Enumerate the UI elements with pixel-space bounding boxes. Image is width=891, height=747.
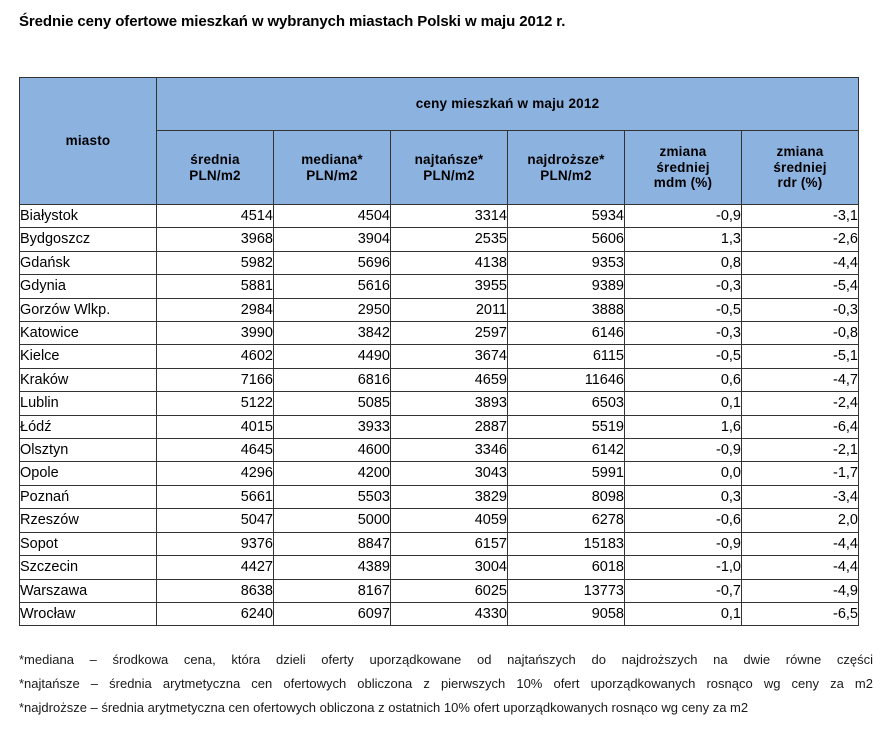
column-header-average-line2: PLN/m2 (189, 167, 241, 183)
column-header-average (157, 131, 274, 205)
column-header-cheapest-line2: PLN/m2 (423, 167, 475, 183)
cell-change-rdr: -3,1 (742, 205, 859, 228)
cell-city: Sopot (20, 532, 157, 555)
cell-cheapest: 2535 (391, 228, 508, 251)
column-header-change-rdr-line2: średniej (773, 159, 827, 175)
column-header-median (274, 131, 391, 205)
cell-cheapest: 3314 (391, 205, 508, 228)
cell-change-mdm: 0,1 (625, 602, 742, 625)
cell-average: 3990 (157, 322, 274, 345)
cell-average: 4645 (157, 439, 274, 462)
cell-median: 8167 (274, 579, 391, 602)
column-header-most-expensive (508, 131, 625, 205)
cell-change-mdm: -0,5 (625, 298, 742, 321)
cell-most-expensive: 6115 (508, 345, 625, 368)
cell-median: 3842 (274, 322, 391, 345)
cell-median: 3933 (274, 415, 391, 438)
cell-median: 5503 (274, 485, 391, 508)
cell-cheapest: 3893 (391, 392, 508, 415)
cell-average: 6240 (157, 602, 274, 625)
cell-average: 2984 (157, 298, 274, 321)
cell-average: 4296 (157, 462, 274, 485)
column-header-change-mdm-line1: zmiana (659, 143, 707, 159)
cell-change-rdr: -3,4 (742, 485, 859, 508)
cell-change-mdm: 0,1 (625, 392, 742, 415)
cell-cheapest: 3955 (391, 275, 508, 298)
cell-most-expensive: 6146 (508, 322, 625, 345)
cell-change-rdr: -2,1 (742, 439, 859, 462)
cell-change-mdm: -0,9 (625, 532, 742, 555)
column-header-most-expensive-line2: PLN/m2 (540, 167, 592, 183)
cell-median: 4389 (274, 556, 391, 579)
table-header-row-top (20, 78, 859, 131)
cell-change-mdm: -0,7 (625, 579, 742, 602)
cell-most-expensive: 6278 (508, 509, 625, 532)
cell-change-mdm: -0,3 (625, 322, 742, 345)
cell-change-mdm: 0,6 (625, 368, 742, 391)
cell-average: 5122 (157, 392, 274, 415)
cell-most-expensive: 5606 (508, 228, 625, 251)
table-row (20, 228, 859, 251)
cell-city: Warszawa (20, 579, 157, 602)
cell-city: Opole (20, 462, 157, 485)
cell-change-mdm: -1,0 (625, 556, 742, 579)
cell-median: 5616 (274, 275, 391, 298)
table-row (20, 485, 859, 508)
column-header-median-line2: PLN/m2 (306, 167, 358, 183)
cell-average: 7166 (157, 368, 274, 391)
cell-change-mdm: 0,8 (625, 251, 742, 274)
cell-average: 4602 (157, 345, 274, 368)
column-header-change-mdm-line3: mdm (%) (653, 175, 713, 191)
cell-city: Rzeszów (20, 509, 157, 532)
prices-table (19, 77, 859, 626)
cell-change-mdm: 0,0 (625, 462, 742, 485)
footnote-2: *najtańsze – średnia arytmetyczna cen ofertowych obliczona z pierwszych 10% ofert uporządkowanych rosnąco wg ceny za m2 (19, 676, 873, 691)
cell-change-rdr: -5,4 (742, 275, 859, 298)
column-header-city: miasto (20, 78, 157, 205)
cell-change-mdm: 1,6 (625, 415, 742, 438)
cell-cheapest: 3043 (391, 462, 508, 485)
cell-city: Poznań (20, 485, 157, 508)
cell-city: Gdynia (20, 275, 157, 298)
cell-average: 3968 (157, 228, 274, 251)
column-header-change-rdr (742, 131, 859, 205)
table-row (20, 532, 859, 555)
cell-most-expensive: 9353 (508, 251, 625, 274)
cell-change-rdr: -4,4 (742, 251, 859, 274)
cell-average: 5982 (157, 251, 274, 274)
column-header-change-rdr-line3: rdr (%) (777, 175, 823, 191)
cell-median: 4200 (274, 462, 391, 485)
table-row (20, 368, 859, 391)
cell-change-mdm: -0,9 (625, 439, 742, 462)
table-row (20, 392, 859, 415)
cell-change-mdm: 1,3 (625, 228, 742, 251)
cell-change-rdr: 2,0 (742, 509, 859, 532)
cell-city: Kielce (20, 345, 157, 368)
table-body (20, 205, 859, 626)
column-header-average-line1: średnia (190, 151, 240, 167)
table-row (20, 415, 859, 438)
cell-change-rdr: -0,3 (742, 298, 859, 321)
cell-most-expensive: 15183 (508, 532, 625, 555)
footnote-1: *mediana – środkowa cena, która dzieli oferty uporządkowane od najtańszych do najdroższych na dwie równe części (19, 652, 873, 667)
column-header-cheapest (391, 131, 508, 205)
cell-change-rdr: -6,5 (742, 602, 859, 625)
column-header-median-line1: mediana* (301, 151, 363, 167)
cell-average: 5047 (157, 509, 274, 532)
cell-most-expensive: 3888 (508, 298, 625, 321)
table-row (20, 556, 859, 579)
column-header-change-mdm-line2: średniej (656, 159, 710, 175)
cell-city: Kraków (20, 368, 157, 391)
cell-city: Lublin (20, 392, 157, 415)
cell-cheapest: 4138 (391, 251, 508, 274)
table-row (20, 509, 859, 532)
cell-city: Wrocław (20, 602, 157, 625)
cell-most-expensive: 6503 (508, 392, 625, 415)
column-group-header-prices: ceny mieszkań w maju 2012 (157, 78, 859, 131)
cell-median: 5696 (274, 251, 391, 274)
cell-most-expensive: 5991 (508, 462, 625, 485)
cell-cheapest: 2887 (391, 415, 508, 438)
cell-change-rdr: -4,4 (742, 556, 859, 579)
cell-city: Katowice (20, 322, 157, 345)
table-row (20, 275, 859, 298)
cell-most-expensive: 5519 (508, 415, 625, 438)
cell-average: 8638 (157, 579, 274, 602)
cell-change-rdr: -4,9 (742, 579, 859, 602)
table-header (20, 78, 859, 205)
cell-cheapest: 3346 (391, 439, 508, 462)
cell-cheapest: 6025 (391, 579, 508, 602)
cell-median: 4600 (274, 439, 391, 462)
cell-average: 5881 (157, 275, 274, 298)
column-header-cheapest-line1: najtańsze* (414, 151, 484, 167)
cell-most-expensive: 11646 (508, 368, 625, 391)
cell-change-rdr: -5,1 (742, 345, 859, 368)
cell-most-expensive: 9058 (508, 602, 625, 625)
cell-cheapest: 2597 (391, 322, 508, 345)
cell-change-rdr: -4,4 (742, 532, 859, 555)
cell-city: Białystok (20, 205, 157, 228)
cell-most-expensive: 8098 (508, 485, 625, 508)
table-row (20, 345, 859, 368)
cell-change-rdr: -0,8 (742, 322, 859, 345)
cell-change-rdr: -4,7 (742, 368, 859, 391)
cell-cheapest: 4330 (391, 602, 508, 625)
cell-most-expensive: 13773 (508, 579, 625, 602)
table-row (20, 579, 859, 602)
cell-median: 4504 (274, 205, 391, 228)
cell-average: 4427 (157, 556, 274, 579)
cell-city: Gdańsk (20, 251, 157, 274)
cell-most-expensive: 9389 (508, 275, 625, 298)
column-header-change-mdm (625, 131, 742, 205)
cell-change-mdm: -0,6 (625, 509, 742, 532)
cell-most-expensive: 5934 (508, 205, 625, 228)
cell-city: Łódź (20, 415, 157, 438)
footnote-3: *najdroższe – średnia arytmetyczna cen ofertowych obliczona z ostatnich 10% ofert uporządkowanych rosnąco wg ceny za m2 (19, 700, 749, 715)
cell-change-rdr: -6,4 (742, 415, 859, 438)
cell-change-rdr: -2,4 (742, 392, 859, 415)
cell-median: 3904 (274, 228, 391, 251)
table-row (20, 602, 859, 625)
cell-change-rdr: -1,7 (742, 462, 859, 485)
footnotes (19, 653, 873, 714)
cell-change-mdm: -0,3 (625, 275, 742, 298)
cell-cheapest: 3829 (391, 485, 508, 508)
cell-median: 8847 (274, 532, 391, 555)
table-row (20, 251, 859, 274)
cell-average: 5661 (157, 485, 274, 508)
column-header-change-rdr-line1: zmiana (776, 143, 824, 159)
cell-city: Bydgoszcz (20, 228, 157, 251)
cell-change-mdm: -0,9 (625, 205, 742, 228)
cell-cheapest: 6157 (391, 532, 508, 555)
table-row (20, 298, 859, 321)
cell-median: 6816 (274, 368, 391, 391)
cell-cheapest: 4659 (391, 368, 508, 391)
cell-average: 9376 (157, 532, 274, 555)
cell-cheapest: 3004 (391, 556, 508, 579)
table-row (20, 462, 859, 485)
cell-most-expensive: 6018 (508, 556, 625, 579)
cell-city: Gorzów Wlkp. (20, 298, 157, 321)
cell-median: 5000 (274, 509, 391, 532)
table-row (20, 322, 859, 345)
cell-average: 4015 (157, 415, 274, 438)
cell-change-mdm: -0,5 (625, 345, 742, 368)
cell-median: 2950 (274, 298, 391, 321)
cell-average: 4514 (157, 205, 274, 228)
cell-cheapest: 4059 (391, 509, 508, 532)
cell-median: 6097 (274, 602, 391, 625)
table-row (20, 205, 859, 228)
cell-change-rdr: -2,6 (742, 228, 859, 251)
cell-city: Szczecin (20, 556, 157, 579)
cell-city: Olsztyn (20, 439, 157, 462)
cell-most-expensive: 6142 (508, 439, 625, 462)
cell-median: 5085 (274, 392, 391, 415)
table-row (20, 439, 859, 462)
cell-change-mdm: 0,3 (625, 485, 742, 508)
cell-median: 4490 (274, 345, 391, 368)
column-header-most-expensive-line1: najdroższe* (527, 151, 605, 167)
cell-cheapest: 3674 (391, 345, 508, 368)
page-title: Średnie ceny ofertowe mieszkań w wybranych miastach Polski w maju 2012 r. (19, 13, 566, 30)
cell-cheapest: 2011 (391, 298, 508, 321)
